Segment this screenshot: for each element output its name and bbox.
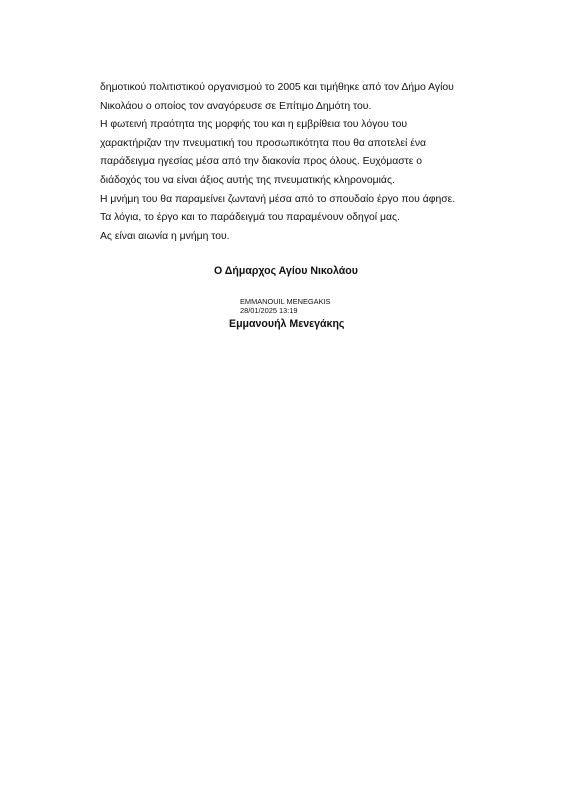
text-line: διάδοχός του να είναι άξιος αυτής της πνευματικής κληρονομιάς. xyxy=(100,174,395,186)
paragraph-guidance xyxy=(100,209,483,228)
text-line: Η φωτεινή πραότητα της μορφής του και η εμβρίθεια του λόγου του xyxy=(100,119,408,131)
stamp-datetime: 28/01/2025 13:19 xyxy=(240,306,298,316)
text-line: δημοτικού πολιτιστικού οργανισμού το 2005 και τιμήθηκε από τον Δήμο Αγίου xyxy=(100,82,454,93)
text-line: Η μνήμη του θα παραμείνει ζωντανή μέσα από το σπουδαίο έργο που άφησε. xyxy=(100,193,456,205)
digital-signature-stamp xyxy=(240,297,330,315)
text-line: χαρακτήριζαν την πνευματική του προσωπικότητα που θα αποτελεί ένα xyxy=(100,137,427,149)
text-line: Ας είναι αιωνία η μνήμη του. xyxy=(100,230,230,242)
text-line: Τα λόγια, το έργο και το παράδειγμά του παραμένουν οδηγοί μας. xyxy=(100,212,400,224)
paragraph-personality xyxy=(100,116,483,190)
signatory-name: Εμμανουήλ Μενεγάκης xyxy=(229,318,345,330)
paragraph-honorary-citizen xyxy=(100,79,483,116)
letter-body xyxy=(100,79,483,246)
paragraph-eternal-memory xyxy=(100,228,483,247)
paragraph-memory xyxy=(100,191,483,210)
text-line: Νικολάου ο οποίος τον αναγόρευσε σε Επίτιμο Δημότη του. xyxy=(100,100,372,112)
text-line: παράδειγμα ηγεσίας μέσα από την διακονία προς όλους. Ευχόμαστε ο xyxy=(100,156,423,168)
signatory-title: Ο Δήμαρχος Αγίου Νικολάου xyxy=(214,265,358,277)
stamp-name: EMMANOUIL MENEGAKIS xyxy=(240,297,331,306)
